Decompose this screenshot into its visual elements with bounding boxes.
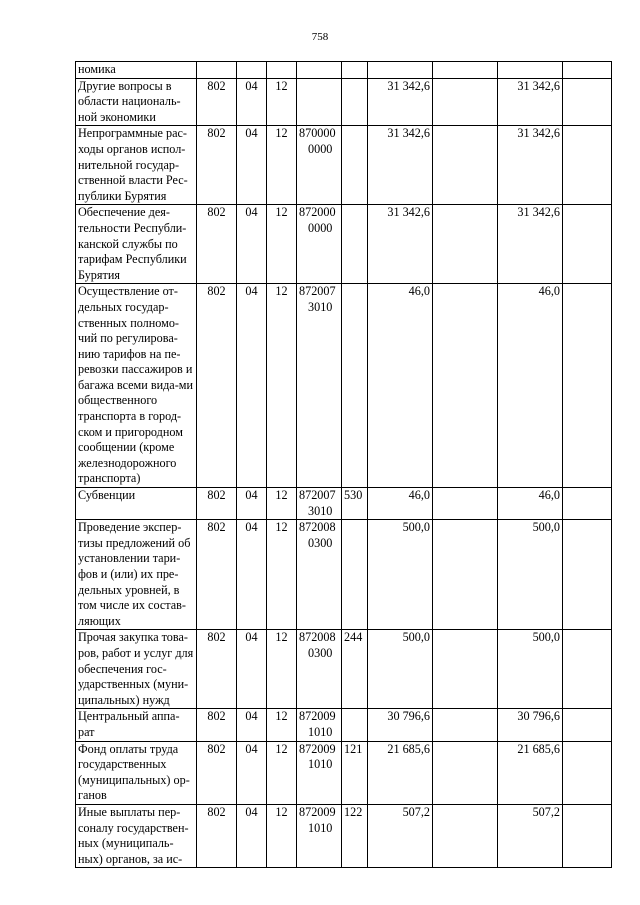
podrazdel-cell: 12	[267, 284, 297, 488]
sum-total-cell: 500,0	[498, 630, 563, 709]
kcsr-cell	[297, 630, 342, 709]
kcsr-part-1: 872007	[299, 488, 336, 503]
sum-change-cell	[433, 709, 498, 741]
table-row	[76, 126, 612, 205]
podrazdel-cell	[267, 62, 297, 79]
sum-total-cell: 21 685,6	[498, 741, 563, 804]
row-name-cell: Осуществление от-дельных государ-ственных полномо-чий по регулирова-нию тарифов на пе-ревозки пассажиров и багажа всеми вида-ми общественного транспорта в город-ском и пригородном сообщении (кроме железнодорожного транспорта)	[76, 284, 197, 488]
kcsr-part-1: 872008	[299, 630, 336, 645]
podrazdel-cell: 12	[267, 126, 297, 205]
razdel-cell: 04	[237, 488, 267, 520]
sum-change-cell	[433, 205, 498, 284]
kcsr-cell	[297, 709, 342, 741]
podrazdel-cell: 12	[267, 488, 297, 520]
table-row	[76, 284, 612, 488]
budget-table	[75, 61, 612, 868]
table-row	[76, 488, 612, 520]
table-row	[76, 205, 612, 284]
glava-cell: 802	[197, 520, 237, 630]
kcsr-part-2: 1010	[308, 757, 333, 772]
sum-total-cell: 31 342,6	[498, 78, 563, 126]
table-row	[76, 709, 612, 741]
kcsr-cell	[297, 488, 342, 520]
last-cell	[563, 741, 612, 804]
sum-total-cell: 46,0	[498, 284, 563, 488]
podrazdel-cell: 12	[267, 205, 297, 284]
last-cell	[563, 62, 612, 79]
table-row	[76, 520, 612, 630]
sum-change-cell	[433, 804, 498, 867]
sum-total-cell: 31 342,6	[498, 205, 563, 284]
razdel-cell: 04	[237, 126, 267, 205]
sum-cell: 31 342,6	[368, 78, 433, 126]
podrazdel-cell: 12	[267, 520, 297, 630]
vid-rashodov-cell	[342, 62, 368, 79]
table-row	[76, 630, 612, 709]
razdel-cell: 04	[237, 520, 267, 630]
sum-cell: 31 342,6	[368, 126, 433, 205]
sum-change-cell	[433, 284, 498, 488]
vid-rashodov-cell	[342, 126, 368, 205]
sum-cell: 46,0	[368, 488, 433, 520]
last-cell	[563, 205, 612, 284]
kcsr-part-1: 872000	[299, 205, 336, 220]
vid-rashodov-cell	[342, 709, 368, 741]
razdel-cell: 04	[237, 709, 267, 741]
glava-cell: 802	[197, 126, 237, 205]
row-name-cell: Прочая закупка това-ров, работ и услуг для обеспечения гос-ударственных (муни-ципальных) нужд	[76, 630, 197, 709]
table-row	[76, 62, 612, 79]
table-row	[76, 741, 612, 804]
kcsr-part-1: 872008	[299, 520, 336, 535]
sum-cell: 507,2	[368, 804, 433, 867]
row-name-cell: Непрограммные рас-ходы органов испол-нительной государ-ственной власти Рес-публики Бурятия	[76, 126, 197, 205]
last-cell	[563, 804, 612, 867]
kcsr-part-2: 3010	[308, 503, 333, 518]
vid-rashodov-cell: 122	[342, 804, 368, 867]
kcsr-part-2: 1010	[308, 820, 333, 835]
glava-cell: 802	[197, 488, 237, 520]
sum-change-cell	[433, 488, 498, 520]
sum-cell: 500,0	[368, 630, 433, 709]
glava-cell	[197, 62, 237, 79]
kcsr-cell	[297, 520, 342, 630]
kcsr-part-1: 872009	[299, 804, 336, 819]
razdel-cell: 04	[237, 741, 267, 804]
last-cell	[563, 488, 612, 520]
sum-change-cell	[433, 78, 498, 126]
last-cell	[563, 126, 612, 205]
sum-total-cell: 30 796,6	[498, 709, 563, 741]
row-name-cell: Проведение экспер-тизы предложений об установлении тари-фов и (или) их пре-дельных уровней, в том числе их состав-ляющих	[76, 520, 197, 630]
glava-cell: 802	[197, 205, 237, 284]
sum-cell: 31 342,6	[368, 205, 433, 284]
glava-cell: 802	[197, 78, 237, 126]
kcsr-part-2: 0300	[308, 645, 333, 660]
sum-change-cell	[433, 520, 498, 630]
razdel-cell: 04	[237, 205, 267, 284]
kcsr-part-2: 0000	[308, 220, 333, 235]
table-row	[76, 78, 612, 126]
kcsr-part-2: 3010	[308, 299, 333, 314]
sum-change-cell	[433, 741, 498, 804]
vid-rashodov-cell	[342, 284, 368, 488]
table-row	[76, 804, 612, 867]
razdel-cell: 04	[237, 804, 267, 867]
kcsr-cell	[297, 804, 342, 867]
kcsr-part-1: 872009	[299, 741, 336, 756]
glava-cell: 802	[197, 630, 237, 709]
vid-rashodov-cell: 530	[342, 488, 368, 520]
kcsr-part-2: 0300	[308, 535, 333, 550]
last-cell	[563, 284, 612, 488]
last-cell	[563, 709, 612, 741]
row-name-cell: номика	[76, 62, 197, 79]
row-name-cell: Иные выплаты пер-соналу государствен-ных (муниципаль-ных) органов, за ис-	[76, 804, 197, 867]
vid-rashodov-cell	[342, 205, 368, 284]
glava-cell: 802	[197, 804, 237, 867]
last-cell	[563, 520, 612, 630]
podrazdel-cell: 12	[267, 78, 297, 126]
glava-cell: 802	[197, 709, 237, 741]
row-name-cell: Другие вопросы в области националь-ной экономики	[76, 78, 197, 126]
sum-total-cell: 507,2	[498, 804, 563, 867]
podrazdel-cell: 12	[267, 741, 297, 804]
sum-total-cell: 31 342,6	[498, 126, 563, 205]
row-name-cell: Субвенции	[76, 488, 197, 520]
kcsr-cell	[297, 62, 342, 79]
sum-cell: 30 796,6	[368, 709, 433, 741]
podrazdel-cell: 12	[267, 804, 297, 867]
row-name-cell: Фонд оплаты труда государственных (муниципальных) ор-ганов	[76, 741, 197, 804]
podrazdel-cell: 12	[267, 630, 297, 709]
vid-rashodov-cell: 244	[342, 630, 368, 709]
sum-cell: 46,0	[368, 284, 433, 488]
kcsr-cell	[297, 741, 342, 804]
table-body	[76, 62, 612, 868]
vid-rashodov-cell: 121	[342, 741, 368, 804]
kcsr-cell	[297, 205, 342, 284]
row-name-cell: Обеспечение дея-тельности Республи-канской службы по тарифам Республики Бурятия	[76, 205, 197, 284]
sum-change-cell	[433, 126, 498, 205]
sum-total-cell: 500,0	[498, 520, 563, 630]
glava-cell: 802	[197, 284, 237, 488]
kcsr-part-2: 0000	[308, 141, 333, 156]
row-name-cell: Центральный аппа-рат	[76, 709, 197, 741]
kcsr-part-1: 872009	[299, 709, 336, 724]
sum-change-cell	[433, 630, 498, 709]
kcsr-part-1: 872007	[299, 284, 336, 299]
razdel-cell	[237, 62, 267, 79]
razdel-cell: 04	[237, 630, 267, 709]
kcsr-part-1: 870000	[299, 126, 336, 141]
sum-cell	[368, 62, 433, 79]
sum-cell: 21 685,6	[368, 741, 433, 804]
vid-rashodov-cell	[342, 520, 368, 630]
razdel-cell: 04	[237, 78, 267, 126]
razdel-cell: 04	[237, 284, 267, 488]
kcsr-cell	[297, 78, 342, 126]
sum-cell: 500,0	[368, 520, 433, 630]
page-number: 758	[311, 31, 329, 43]
podrazdel-cell: 12	[267, 709, 297, 741]
kcsr-part-2: 1010	[308, 724, 333, 739]
sum-change-cell	[433, 62, 498, 79]
glava-cell: 802	[197, 741, 237, 804]
last-cell	[563, 78, 612, 126]
sum-total-cell	[498, 62, 563, 79]
kcsr-cell	[297, 284, 342, 488]
kcsr-cell	[297, 126, 342, 205]
vid-rashodov-cell	[342, 78, 368, 126]
sum-total-cell: 46,0	[498, 488, 563, 520]
last-cell	[563, 630, 612, 709]
